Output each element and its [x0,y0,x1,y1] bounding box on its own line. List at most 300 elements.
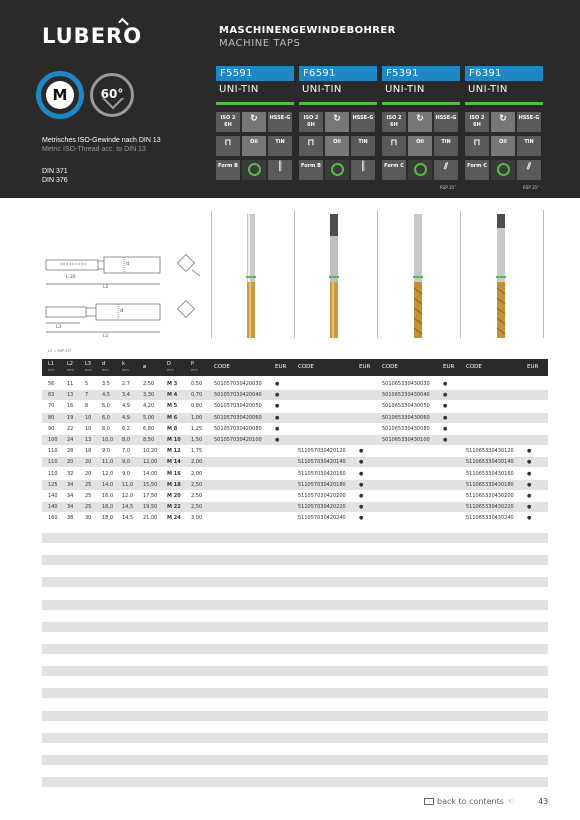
table-cell: 160 [48,515,58,522]
drawings-svg [0,210,580,350]
table-cell: 7,0 [122,448,130,455]
table-cell: 11,0 [122,481,134,488]
spec-icon-row [216,112,292,132]
table-cell: ● [359,448,364,455]
table-cell: ● [275,437,280,443]
page-title-de: MASCHINENGEWINDEBOHRER [219,25,396,36]
empty-row [42,622,548,632]
dim-d-a: d [126,261,130,267]
column-header-unit: mm [48,368,55,372]
table-cell: 10,0 [102,437,114,443]
spec-label: TiN [434,136,458,156]
table-cell: 6,2 [122,425,130,432]
product-coating: UNI-TIN [302,84,342,95]
table-row [42,424,548,434]
table-cell: 511065330430160 [466,470,514,477]
column-header-label: CODE [214,364,230,370]
table-cell: 140 [48,504,58,511]
table-cell: 2,50 [191,481,203,488]
tap-image-f5591 [246,214,256,338]
table-row [42,379,548,389]
product-column [382,66,460,190]
table-cell: 3,4 [122,392,130,399]
empty-row [42,533,548,543]
table-cell: 1,25 [191,425,203,432]
table-cell: 501065330430030 [382,381,430,387]
rotate-icon: ↻ [408,112,432,132]
spec-label: Oil [408,136,432,156]
column-header [214,364,230,370]
column-header [382,364,398,370]
table-cell: M 4 [167,392,178,399]
column-header-unit: mm [67,368,74,372]
column-header [85,361,92,373]
table-cell: ● [359,493,364,499]
table-cell: 30 [85,515,92,522]
table-cell: 511065330430120 [466,448,514,455]
table-cell: 20 [85,470,92,477]
table-cell: 501065330430060 [382,414,430,421]
tap-image-f6591 [329,214,339,338]
table-cell: 8 [85,403,89,410]
table-cell: 34 [67,493,74,499]
coating-bar [382,102,460,105]
empty-row [42,733,548,743]
column-header-label: CODE [382,364,398,370]
table-cell: 4,5 [102,392,110,399]
table-cell: 13 [67,392,74,399]
spec-label: ISO 2 6H [382,112,406,132]
spec-label: Form C [465,160,489,180]
column-header-unit: mm [122,368,129,372]
rotate-icon: ↻ [242,112,266,132]
column-header-label: L3 [85,361,91,367]
rotate-icon: ↻ [325,112,349,132]
spec-icon-row [299,160,375,180]
spec-label: Oil [325,136,349,156]
table-cell: 11,0 [102,459,114,466]
table-row [42,401,548,411]
table-cell: 501065330430050 [382,403,430,410]
table-cell: ● [527,470,532,477]
table-cell: 1,00 [191,414,203,421]
table-cell: ● [443,414,448,421]
dim-l1-a: L1 [103,285,109,290]
spiral-icon: ⫽ [517,160,541,180]
green-ring-icon [331,163,344,176]
table-cell: 21,00 [143,515,158,522]
table-cell: 511065330430180 [466,481,514,488]
spec-icon-row [382,160,458,180]
spec-icon-row [382,112,458,132]
table-cell: 24 [67,437,74,443]
green-ring-icon [248,163,261,176]
ring-icon [242,160,266,180]
rotate-icon: ↻ [491,112,515,132]
table-row [42,469,548,479]
table-cell: ● [527,504,532,511]
shank-icon: ⊓ [382,136,406,156]
tap-image-f5391 [413,214,423,338]
back-to-contents-label: back to contents [437,797,504,806]
table-cell: 10 [85,425,92,432]
spec-label: HSSE-G [351,112,375,132]
spec-label: ISO 2 6H [216,112,240,132]
table-cell: 511065330430220 [466,504,514,511]
table-cell: 19,50 [143,504,158,511]
table-cell: ● [527,515,532,522]
flute-icon: ║ [268,160,292,180]
table-cell: 80 [48,414,55,421]
table-cell: 9,0 [122,459,130,466]
column-header [466,364,482,370]
table-cell: ● [359,470,364,477]
table-cell: 110 [48,470,58,477]
table-cell: 3,5 [102,381,110,387]
table-cell: M 20 [167,493,181,499]
table-cell: 0,70 [191,392,203,399]
table-cell: 1,75 [191,448,203,455]
dim-d-b: d [120,308,124,314]
column-header-label: CODE [298,364,314,370]
table-cell: ● [443,392,448,399]
table-cell: 0,50 [191,381,203,387]
table-cell: 501057030420050 [214,403,262,410]
header-band [0,0,580,198]
table-cell: 501065330430100 [382,437,430,443]
column-header-label: D [167,361,171,367]
table-cell: 11 [67,381,74,387]
table-cell: 56 [48,381,55,387]
table-cell: 38 [67,515,74,522]
product-coating: UNI-TIN [219,84,259,95]
thread-letter: M [46,81,74,109]
product-code: F5591 [216,66,294,81]
product-column [465,66,543,190]
column-header-label: CODE [466,364,482,370]
coating-bar [216,102,294,105]
column-header-label: k [122,361,125,367]
ring-icon [325,160,349,180]
table-cell: 501057030420030 [214,381,262,387]
column-header [167,361,174,373]
table-cell: M 24 [167,515,181,522]
column-header [102,361,109,373]
table-cell: 511057030420240 [298,515,346,522]
table-cell: ● [359,515,364,522]
column-separator [460,210,461,338]
table-cell: M 5 [167,403,178,410]
table-cell: 5,00 [143,414,155,421]
spec-icon-row [216,136,292,156]
table-cell: 8,0 [122,437,130,443]
column-header-unit: mm [102,368,109,372]
page-title-en: MACHINE TAPS [219,38,301,49]
table-cell: M 22 [167,504,181,511]
table-cell: 10 [85,414,92,421]
table-cell: 9,0 [122,470,130,477]
rsp-angle-label: RSP 35° [440,185,457,190]
table-cell: 25 [85,481,92,488]
table-cell: 9,0 [102,448,110,455]
table-cell: 63 [48,392,55,399]
column-header [275,364,286,370]
table-row [42,457,548,467]
table-cell: 2,7 [122,381,130,387]
table-cell: 7 [85,392,89,399]
table-cell: 140 [48,493,58,499]
empty-row [42,600,548,610]
table-cell: 70 [48,403,55,410]
spec-label: Form C [382,160,406,180]
table-cell: ● [275,392,280,399]
table-cell: ● [443,403,448,410]
pointer-hand-icon: ☜ [506,797,515,806]
page-number: 43 [538,797,549,806]
brand-logo: LUBERO [42,24,143,48]
table-cell: 34 [67,504,74,511]
table-header [42,359,548,376]
table-cell: 34 [67,481,74,488]
table-cell: M 3 [167,381,178,387]
product-coating: UNI-TIN [385,84,425,95]
spiral-icon: ⫽ [434,160,458,180]
technical-drawings [0,210,580,350]
table-cell: 511057030420220 [298,504,346,511]
spec-icon-row [465,136,541,156]
table-cell: ● [527,493,532,499]
column-header [191,361,198,373]
table-cell: ● [275,403,280,410]
table-cell: 501065330430040 [382,392,430,399]
table-cell: 14,0 [102,481,114,488]
spec-icon-row [465,112,541,132]
ring-icon [408,160,432,180]
empty-row [42,777,548,787]
column-header-label: EUR [443,364,455,370]
table-cell: 0,80 [191,403,203,410]
drawing-note: L3 = RSP 35° [48,349,72,353]
empty-row [42,644,548,654]
table-cell: ● [527,481,532,488]
table-cell: 110 [48,459,58,466]
table-cell: 25 [85,493,92,499]
spec-label: ISO 2 6H [299,112,323,132]
table-row [42,491,548,501]
table-cell: 501057030420060 [214,414,262,421]
spec-label: Oil [491,136,515,156]
table-cell: 511057030420180 [298,481,346,488]
spec-label: ISO 2 6H [465,112,489,132]
back-to-contents-link[interactable] [424,797,514,806]
column-separator [211,210,212,338]
table-cell: M 18 [167,481,181,488]
table-cell: M 6 [167,414,178,421]
coating-bar [465,102,543,105]
column-header [143,364,146,370]
column-header-unit: mm [167,368,174,372]
column-header-label: L1 [48,361,54,367]
description-de: Metrisches ISO-Gewinde nach DIN 13 [42,137,161,144]
table-cell: 2,50 [191,493,203,499]
table-cell: 28 [67,448,74,455]
column-header-label: d [102,361,106,367]
table-cell: 25 [85,504,92,511]
table-cell: 15,50 [143,481,158,488]
table-cell: 100 [48,437,58,443]
spec-icon-row [299,136,375,156]
product-column [216,66,294,172]
column-header [527,364,538,370]
column-header [359,364,370,370]
tap-image-f6391 [496,214,506,338]
spec-label: TiN [351,136,375,156]
column-header [443,364,454,370]
column-separator [543,210,544,338]
table-cell: 2,50 [143,381,155,387]
spec-icon-row [216,160,292,180]
table-cell: 125 [48,481,58,488]
empty-row [42,666,548,676]
table-cell: 13 [85,437,92,443]
book-icon [424,798,434,805]
table-cell: 12,0 [122,493,134,499]
table-cell: 4,9 [122,414,130,421]
table-cell: 90 [48,425,55,432]
table-cell: ● [527,448,532,455]
dim-l20: L 20 [66,275,76,280]
table-cell: 3,00 [191,515,203,522]
product-column [299,66,377,172]
table-cell: 501057030420100 [214,437,262,443]
empty-row [42,688,548,698]
column-header-unit: mm [191,368,198,372]
table-cell: 6,80 [143,425,155,432]
table-cell: 18,0 [102,515,114,522]
table-cell: 1,50 [191,437,203,443]
table-cell: 6,0 [102,414,110,421]
green-ring-icon [414,163,427,176]
column-header-label: EUR [275,364,287,370]
table-row [42,513,548,523]
dim-l3: L3 [56,325,62,330]
column-header-label: P [191,361,195,367]
table-row [42,390,548,400]
table-cell: 511057030420200 [298,493,346,499]
thread-angle-badge: 60° [90,73,134,117]
table-cell: 8,0 [102,425,110,432]
table-row [42,446,548,456]
column-separator [377,210,378,338]
spec-label: HSSE-G [268,112,292,132]
table-row [42,435,548,445]
table-cell: ● [359,504,364,511]
table-cell: 22 [67,425,74,432]
din-standard-2: DIN 376 [42,177,68,184]
table-row [42,502,548,512]
empty-row [42,755,548,765]
table-cell: 511057030420160 [298,470,346,477]
table-cell: 18,0 [102,504,114,511]
dim-l1-b: L1 [103,334,109,339]
spec-label: TiN [268,136,292,156]
table-cell: 18 [85,448,92,455]
rsp-angle-label: RSP 35° [523,185,540,190]
column-separator [294,210,295,338]
table-cell: ● [443,381,448,387]
column-header-unit: mm [85,368,92,372]
table-cell: ● [359,459,364,466]
table-cell: 4,9 [122,403,130,410]
table-cell: 20 [67,459,74,466]
angle-v-icon [99,98,125,110]
table-cell: 5 [85,381,89,387]
table-cell: 511057030420120 [298,448,346,455]
table-cell: M 14 [167,459,181,466]
table-cell: 32 [67,470,74,477]
column-header-label: L2 [67,361,73,367]
table-cell: ● [527,459,532,466]
description-en: Metric ISO-Thread acc. to DIN 13 [42,146,146,153]
table-cell: ● [443,437,448,443]
product-code: F5391 [382,66,460,81]
table-cell: 19 [67,414,74,421]
thread-type-badge [36,71,84,119]
table-cell: 501057030420040 [214,392,262,399]
table-cell: 10,20 [143,448,158,455]
table-cell: 511065330430200 [466,493,514,499]
spec-icon-row [299,112,375,132]
table-cell: 2,50 [191,504,203,511]
product-coating: UNI-TIN [468,84,508,95]
table-row [42,413,548,423]
table-cell: 6,0 [102,403,110,410]
spec-label: HSSE-G [517,112,541,132]
tap-drawing-spiral [46,301,194,332]
table-cell: 12,0 [102,470,114,477]
table-cell: 14,5 [122,504,134,511]
spec-label: HSSE-G [434,112,458,132]
table-cell: ● [443,425,448,432]
empty-row [42,555,548,565]
din-standard-1: DIN 371 [42,168,68,175]
table-cell: M 12 [167,448,181,455]
column-header [298,364,314,370]
column-header-label: EUR [527,364,539,370]
table-cell: 110 [48,448,58,455]
spec-label: TiN [517,136,541,156]
shank-icon: ⊓ [465,136,489,156]
table-cell: 8,50 [143,437,155,443]
product-code: F6391 [465,66,543,81]
table-cell: M 8 [167,425,178,432]
table-cell: 14,5 [122,515,134,522]
table-cell: M 16 [167,470,181,477]
column-header [48,361,55,373]
table-cell: ● [359,481,364,488]
column-header-label: EUR [359,364,371,370]
shank-icon: ⊓ [216,136,240,156]
empty-row [42,577,548,587]
table-cell: 2,00 [191,459,203,466]
green-ring-icon [497,163,510,176]
table-cell: 14,00 [143,470,158,477]
table-cell: 3,30 [143,392,155,399]
table-cell: 511065330430240 [466,515,514,522]
table-cell: 20 [85,459,92,466]
table-cell: 4,20 [143,403,155,410]
table-cell: 511057030420140 [298,459,346,466]
